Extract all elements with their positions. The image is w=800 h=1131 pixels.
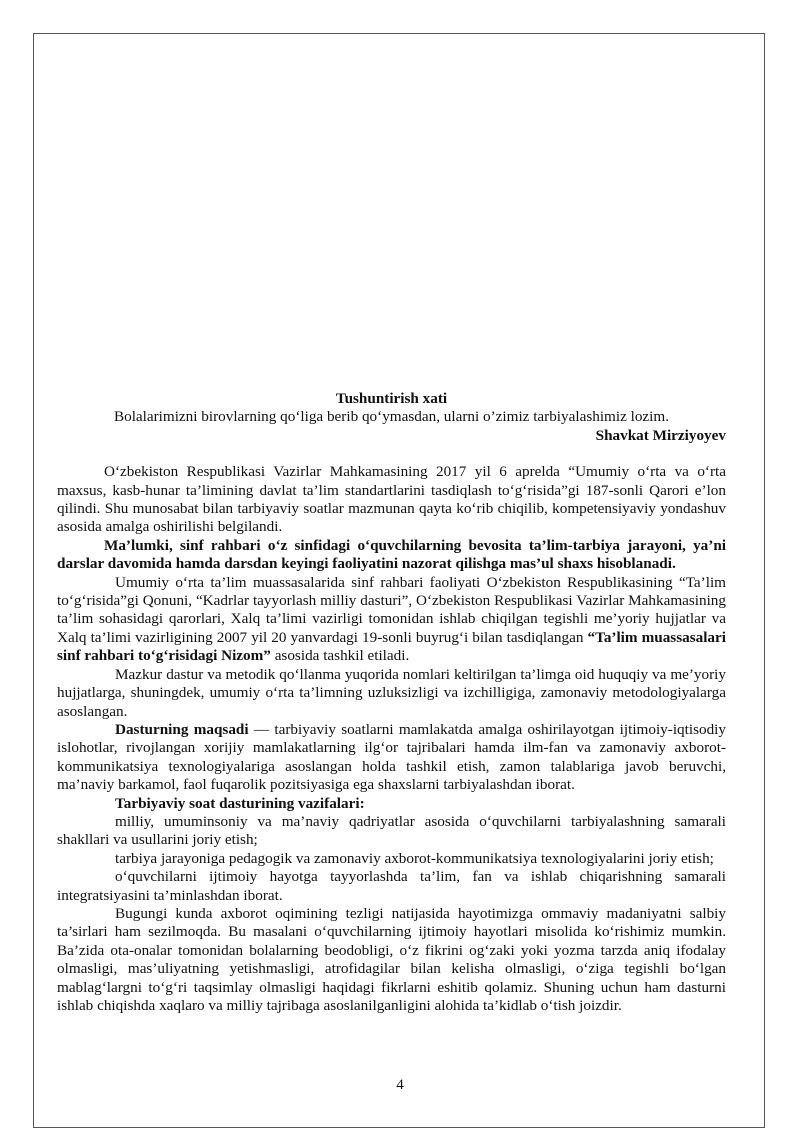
task-item-3: o‘quvchilarni ijtimoiy hayotga tayyorlashda ta’lim, fan va ishlab chiqarishning samarali integratsiyasini ta’minlashdan iborat.	[57, 868, 726, 904]
paragraph-5	[57, 721, 726, 795]
paragraph-1: O‘zbekiston Respublikasi Vazirlar Mahkamasining 2017 yil 6 aprelda “Umumiy o‘rta va o‘rta maxsus, kasb-hunar ta’limining davlat ta’lim standartlarini tasdiqlash to‘g‘risida”gi 187-sonli Qarori e’lon qilindi. Shu munosabat bilan tarbiyaviy soatlar mazmunan qayta ko‘rib chiqilib, kompetensiyaviy yondashuv asosida amalga oshirilishi belgilandi.	[57, 463, 726, 536]
epigraph-author: Shavkat Mirziyoyev	[595, 426, 726, 444]
paragraph-3-text-b: asosida tashkil etiladi.	[270, 647, 410, 665]
tasks-heading	[57, 795, 726, 813]
paragraph-3	[57, 574, 726, 666]
document-body	[57, 390, 726, 1015]
task-item-2: tarbiya jarayoniga pedagogik va zamonaviy axborot-kommunikatsiya texnologiyalarini joriy etish;	[115, 849, 714, 867]
tasks-heading-bold: Tarbiyaviy soat dasturining vazifalari:	[115, 794, 365, 812]
paragraph-2-bold: Ma’lumki, sinf rahbari o‘z sinfidagi o‘quvchilarning bevosita ta’lim-tarbiya jarayoni, ya’ni darslar davomida hamda darsdan keyingi faoliyatini nazorat qilishga mas’ul shaxs hisoblanadi.	[57, 536, 726, 573]
document-title: Tushuntirish xati	[335, 390, 448, 407]
page-number: 4	[396, 1077, 404, 1093]
paragraph-3-text-a: Umumiy o‘rta ta’lim muassasalarida sinf rahbari faoliyati O‘zbekiston Respublikasining “Ta’lim to‘g‘risida”gi Qonuni, “Kadrlar tayyorlash milliy dasturi”, O‘zbekiston Respublikasi Vazirlar Mahkamasining ta’lim sohasidagi qarorlari, Xalq ta’limi vazirligi tomonidan ishlab chiqilgan tegishli me’yoriy hujjatlar va Xalq ta’limi vazirligining 2007 yil 20 yanvardagi 19-sonli buyrug‘i bilan tasdiqlangan	[57, 573, 726, 646]
spacer	[57, 445, 726, 463]
paragraph-2	[57, 537, 726, 574]
epigraph-quote: Bolalarimizni birovlarning qo‘liga berib qo‘ymasdan, ularni o’zimiz tarbiyalashimiz lozim.	[113, 408, 670, 426]
task-item-1: milliy, umuminsoniy va ma’naviy qadriyatlar asosida o‘quvchilarni tarbiyalashning samarali shakllari va usullarini joriy etish;	[57, 812, 726, 849]
paragraph-7: Bugungi kunda axborot oqimining tezligi natijasida hayotimizga ommaviy madaniyatni salbiy ta’sirlari ham sezilmoqda. Bu masalani o‘quvchilarning ijtimoiy hayotlari misolida ko‘rishimiz mumkin. Ba’zida ota-onalar tomonidan bolalarning beodobligi, o‘z fikrini og‘zaki yoki yozma tarzda aniq ifodalay olmasligi, mas’uliyatning yetishmasligi, atrofidagilar bilan kelisha olmasligi, o‘ziga tegishli bo‘lgan mablag‘largni to‘g‘ri taqsimlay olmasligi haqidagi fikrlarni eshitib qolamiz. Shuning uchun ham dasturni ishlab chiqishda xaqlaro va milliy tajribaga asoslanilganligini alohida ta’kidlab o‘tish joizdir.	[57, 904, 726, 1014]
paragraph-5-bold: Dasturning maqsadi	[115, 720, 249, 738]
paragraph-4: Mazkur dastur va metodik qo‘llanma yuqorida nomlari keltirilgan ta’limga oid huquqiy va me’yoriy hujjatlarga, shuningdek, umumiy o‘rta ta’limning uzluksizligi va izchilligiga, zamonaviy metodologiyalarga asoslangan.	[57, 665, 726, 720]
paragraph-3-nizom-title: “Ta’lim muassasalari sinf rahbari to‘g‘risidagi Nizom”	[57, 628, 726, 665]
paragraph-5-text: — tarbiyaviy soatlarni mamlakatda amalga oshirilayotgan ijtimoiy-iqtisodiy islohotlar, rivojlangan xorijiy mamlakatlarning ilg‘or tajribalari hamda ilm-fan va zamonaviy axborot-kommunikatsiya texnologiyalariga asoslangan holda tashkil etish, zamon talablariga javob beruvchi, ma’naviy barkamol, faol fuqarolik pozitsiyasiga ega shaxslarni tarbiyalashdan iborat.	[57, 720, 726, 794]
